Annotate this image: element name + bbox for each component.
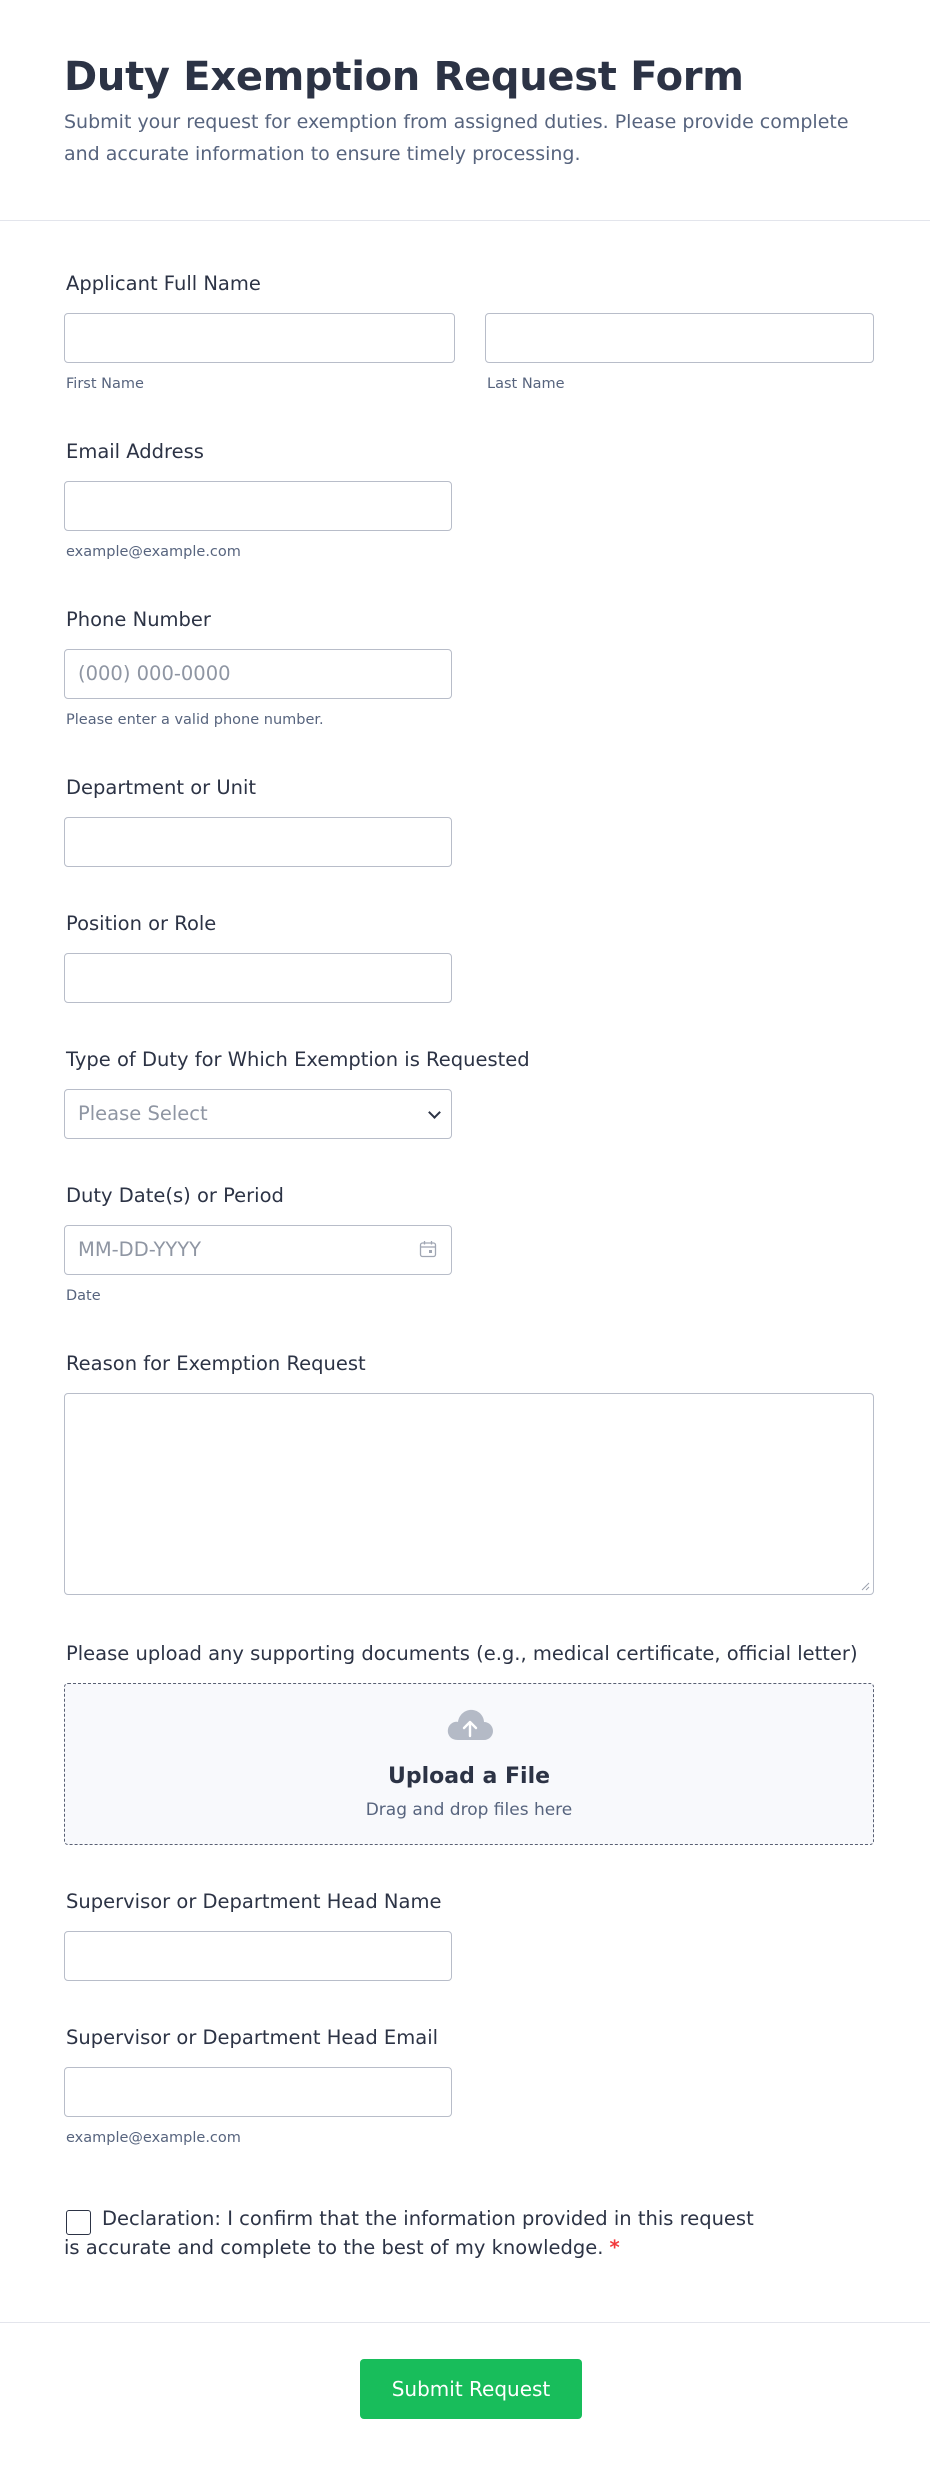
required-mark: * xyxy=(609,2236,620,2259)
cloud-upload-icon xyxy=(445,1706,495,1746)
supervisor-name-input[interactable] xyxy=(64,1931,452,1981)
duty-date-sublabel: Date xyxy=(66,1288,101,1304)
duty-type-label: Type of Duty for Which Exemption is Requested xyxy=(66,1048,530,1071)
form-header xyxy=(0,0,930,221)
chevron-down-icon xyxy=(428,1106,441,1119)
supervisor-email-input[interactable] xyxy=(64,2067,452,2117)
email-sublabel: example@example.com xyxy=(66,544,241,560)
supervisor-email-sublabel: example@example.com xyxy=(66,2130,241,2146)
department-input[interactable] xyxy=(64,817,452,867)
phone-label: Phone Number xyxy=(66,608,211,631)
declaration-label: Declaration: I confirm that the information provided in this request is accurate and complete to the best of my knowledge. xyxy=(64,2207,754,2259)
duty-date-label: Duty Date(s) or Period xyxy=(66,1184,284,1207)
resize-handle-icon[interactable] xyxy=(860,1581,870,1591)
reason-label: Reason for Exemption Request xyxy=(66,1352,366,1375)
page-title: Duty Exemption Request Form xyxy=(64,54,744,100)
form-footer xyxy=(0,2322,930,2467)
phone-input[interactable] xyxy=(64,649,452,699)
first-name-sublabel: First Name xyxy=(66,376,144,392)
first-name-input[interactable] xyxy=(64,313,455,363)
duty-date-input[interactable] xyxy=(64,1225,452,1275)
last-name-input[interactable] xyxy=(485,313,874,363)
declaration-text xyxy=(64,2204,764,2262)
supervisor-email-label: Supervisor or Department Head Email xyxy=(66,2026,439,2049)
calendar-icon[interactable] xyxy=(419,1240,437,1258)
department-label: Department or Unit xyxy=(66,776,257,799)
page-subtitle: Submit your request for exemption from assigned duties. Please provide complete and accurate information to ensure timely processing. xyxy=(64,111,849,165)
duty-type-select[interactable] xyxy=(64,1089,452,1139)
position-input[interactable] xyxy=(64,953,452,1003)
position-label: Position or Role xyxy=(66,912,217,935)
file-upload-dropzone[interactable] xyxy=(64,1683,874,1845)
duty-type-placeholder: Please Select xyxy=(78,1102,208,1125)
upload-label: Please upload any supporting documents (e.g., medical certificate, official letter) xyxy=(66,1642,858,1665)
reason-textarea[interactable] xyxy=(64,1393,874,1595)
submit-button[interactable]: Submit Request xyxy=(360,2359,582,2419)
full-name-label: Applicant Full Name xyxy=(66,272,261,295)
upload-subtitle: Drag and drop files here xyxy=(365,1800,573,1820)
supervisor-name-label: Supervisor or Department Head Name xyxy=(66,1890,442,1913)
last-name-sublabel: Last Name xyxy=(487,376,565,392)
phone-placeholder: (000) 000-0000 xyxy=(78,662,231,685)
email-input[interactable] xyxy=(64,481,452,531)
phone-sublabel: Please enter a valid phone number. xyxy=(66,712,324,728)
upload-title: Upload a File xyxy=(387,1764,551,1789)
duty-date-placeholder: MM-DD-YYYY xyxy=(78,1238,202,1261)
email-label: Email Address xyxy=(66,440,204,463)
